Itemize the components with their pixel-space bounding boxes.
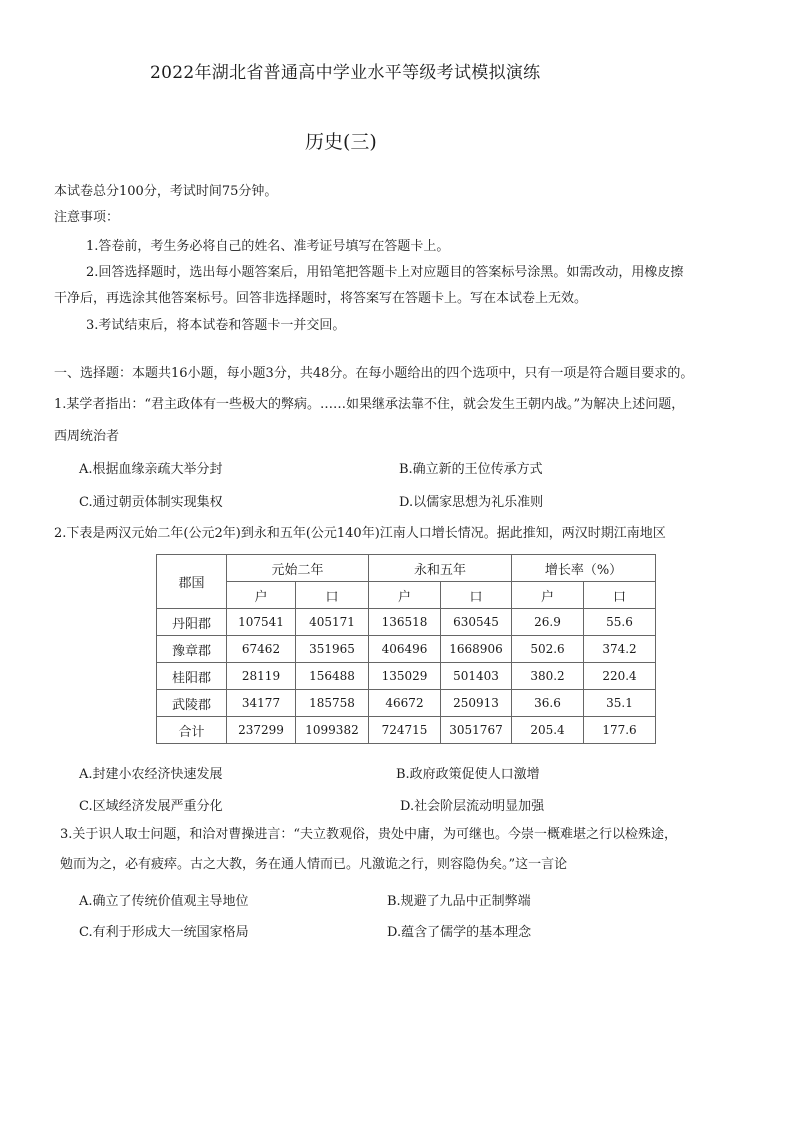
notice-item-3: 3.考试结束后，将本试卷和答题卡一并交回。: [86, 318, 346, 333]
table-row: [157, 663, 656, 690]
table-row: [157, 636, 656, 663]
table-cell: 406496: [369, 636, 441, 663]
question-1-option-c: C.通过朝贡体制实现集权: [79, 495, 223, 510]
table-cell: 36.6: [512, 690, 584, 717]
table-cell: 351965: [296, 636, 369, 663]
table-cell: 502.6: [512, 636, 584, 663]
question-3-option-a: A.确立了传统价值观主导地位: [79, 894, 249, 909]
table-cell: 武陵郡: [157, 690, 227, 717]
table-cell: 250913: [441, 690, 512, 717]
table-cell: 55.6: [584, 609, 656, 636]
table-cell: 26.9: [512, 609, 584, 636]
exam-info: 本试卷总分100分，考试时间75分钟。: [54, 184, 278, 199]
table-row: [157, 609, 656, 636]
table-cell: 1668906: [441, 636, 512, 663]
question-2-option-c: C.区域经济发展严重分化: [79, 799, 223, 814]
question-3-option-b: B.规避了九品中正制弊端: [387, 894, 531, 909]
table-cell: 380.2: [512, 663, 584, 690]
question-2-option-b: B.政府政策促使人口激增: [396, 767, 540, 782]
question-1-option-a: A.根据血缘亲疏大举分封: [79, 462, 223, 477]
table-cell: 205.4: [512, 717, 584, 744]
question-3-option-c: C.有利于形成大一统国家格局: [79, 925, 249, 940]
question-1-option-b: B.确立新的王位传承方式: [399, 462, 543, 477]
table-cell: 177.6: [584, 717, 656, 744]
table-cell: 丹阳郡: [157, 609, 227, 636]
question-3-option-d: D.蕴含了儒学的基本理念: [387, 925, 532, 940]
question-1-option-d: D.以儒家思想为礼乐准则: [399, 495, 544, 510]
table-cell: 桂阳郡: [157, 663, 227, 690]
population-table: [156, 554, 656, 744]
exam-subtitle: 历史(三): [305, 131, 377, 153]
table-cell: 156488: [296, 663, 369, 690]
exam-title: 2022年湖北省普通高中学业水平等级考试模拟演练: [150, 63, 541, 83]
table-cell: 724715: [369, 717, 441, 744]
table-subheader-kou: 口: [441, 582, 512, 609]
table-subheader-hu: 户: [369, 582, 441, 609]
table-cell: 374.2: [584, 636, 656, 663]
table-row: [157, 690, 656, 717]
table-cell: 136518: [369, 609, 441, 636]
section-heading: 一、选择题：本题共16小题，每小题3分，共48分。在每小题给出的四个选项中，只有一项是符合题目要求的。: [54, 366, 694, 381]
question-1-stem-line-2: 西周统治者: [54, 429, 120, 444]
table-cell: 34177: [227, 690, 296, 717]
table-cell: 3051767: [441, 717, 512, 744]
table-header-region: 郡国: [157, 555, 227, 609]
table-header-year-2: 元始二年: [227, 555, 369, 582]
question-3-stem-line-2: 勉而为之，必有疲瘁。古之大教，务在通人情而已。凡激诡之行，则容隐伪矣。”这一言论: [60, 857, 568, 872]
question-3-stem-line-1: 3.关于识人取士问题，和洽对曹操进言：“夫立教观俗，贵处中庸，为可继也。今崇一概难堪之行以检殊途，: [60, 827, 678, 842]
notice-heading: 注意事项：: [54, 210, 120, 225]
question-2-stem: 2.下表是两汉元始二年(公元2年)到永和五年(公元140年)江南人口增长情况。据此推知，两汉时期江南地区: [54, 526, 666, 541]
table-cell: 630545: [441, 609, 512, 636]
table-subheader-hu: 户: [227, 582, 296, 609]
table-cell: 豫章郡: [157, 636, 227, 663]
question-2-option-d: D.社会阶层流动明显加强: [400, 799, 545, 814]
table-cell: 1099382: [296, 717, 369, 744]
table-cell: 合计: [157, 717, 227, 744]
table-subheader-kou: 口: [584, 582, 656, 609]
table-cell: 67462: [227, 636, 296, 663]
table-subheader-hu: 户: [512, 582, 584, 609]
table-header-growth-rate: 增长率（%）: [512, 555, 656, 582]
table-cell: 185758: [296, 690, 369, 717]
table-cell: 405171: [296, 609, 369, 636]
table-cell: 35.1: [584, 690, 656, 717]
notice-item-2-line-1: 2.回答选择题时，选出每小题答案后，用铅笔把答题卡上对应题目的答案标号涂黑。如需改动，用橡皮擦: [86, 265, 684, 280]
table-header-year-140: 永和五年: [369, 555, 512, 582]
table-cell: 28119: [227, 663, 296, 690]
question-2-option-a: A.封建小农经济快速发展: [79, 767, 223, 782]
notice-item-2-line-2: 干净后，再选涂其他答案标号。回答非选择题时，将答案写在答题卡上。写在本试卷上无效。: [54, 291, 588, 306]
table-cell: 135029: [369, 663, 441, 690]
table-cell: 107541: [227, 609, 296, 636]
table-cell: 237299: [227, 717, 296, 744]
notice-item-1: 1.答卷前，考生务必将自己的姓名、准考证号填写在答题卡上。: [86, 239, 450, 254]
table-subheader-kou: 口: [296, 582, 369, 609]
question-1-stem-line-1: 1.某学者指出：“君主政体有一些极大的弊病。……如果继承法靠不住，就会发生王朝内战。”为解决上述问题，: [54, 397, 685, 412]
table-cell: 46672: [369, 690, 441, 717]
table-row: [157, 717, 656, 744]
table-cell: 220.4: [584, 663, 656, 690]
table-cell: 501403: [441, 663, 512, 690]
